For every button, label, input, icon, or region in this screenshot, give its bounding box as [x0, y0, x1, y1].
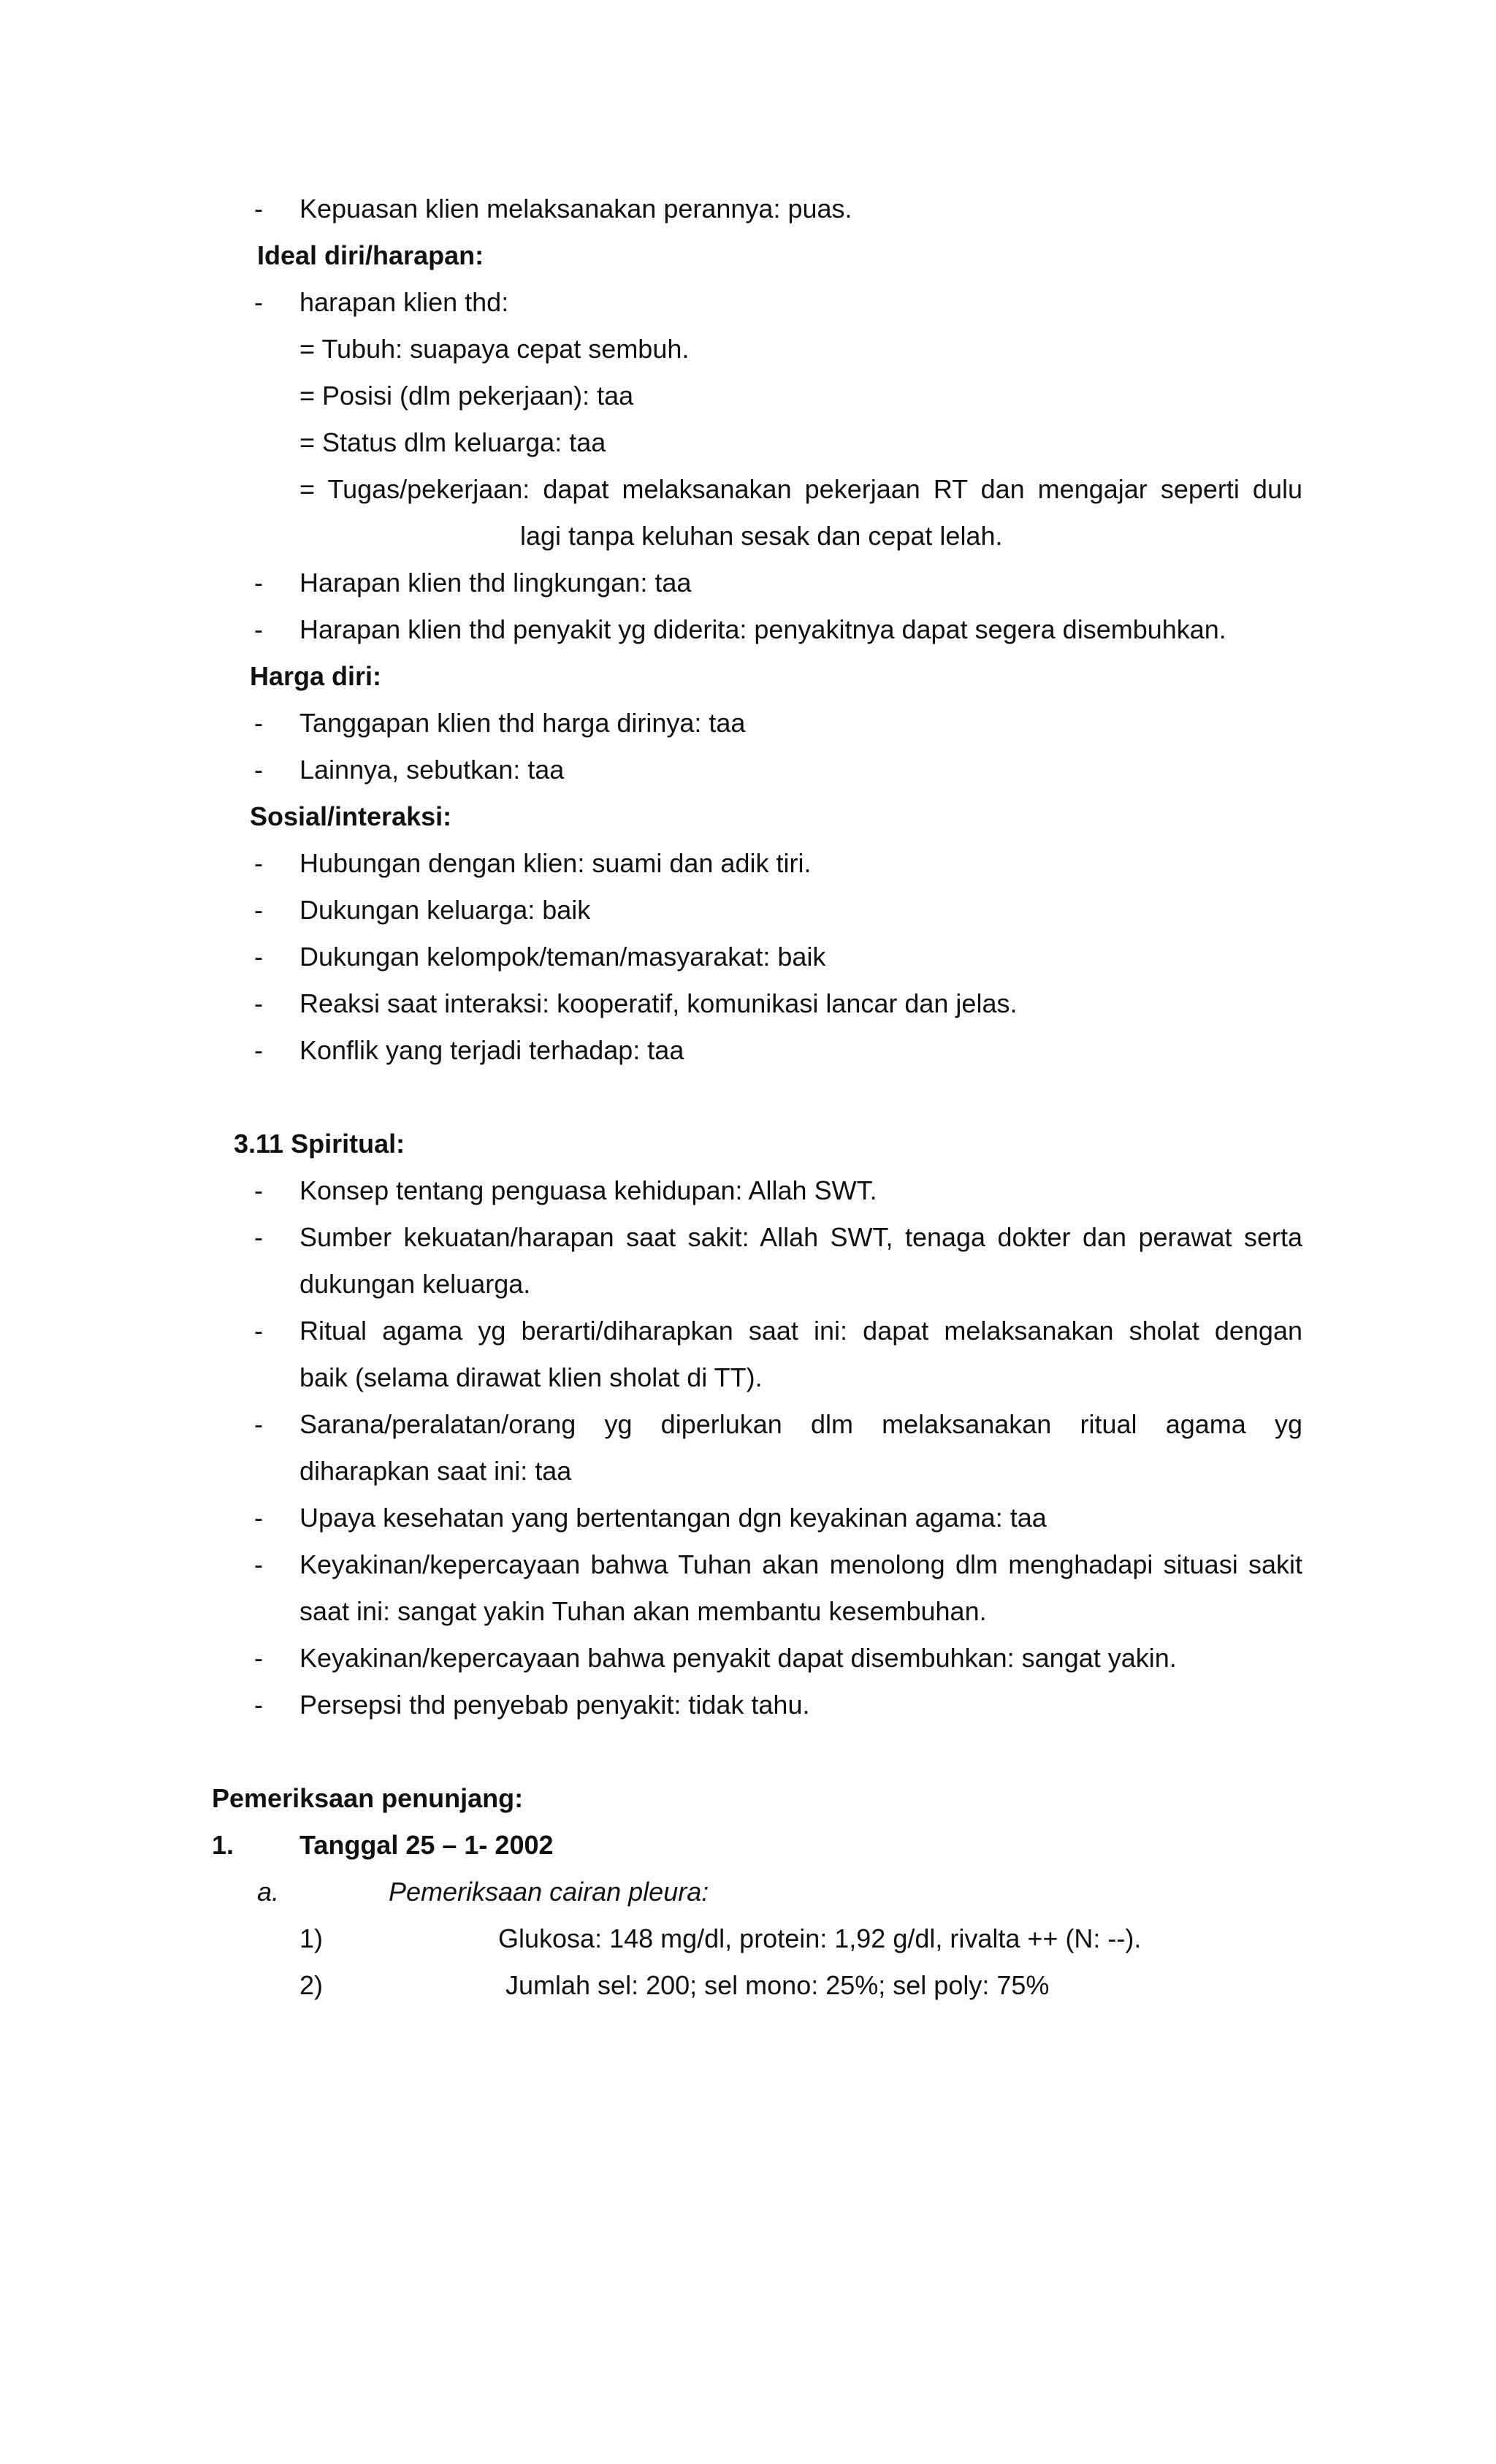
posisi-line: = Posisi (dlm pekerjaan): taa: [299, 381, 634, 411]
ritual-line-2: baik (selama dirawat klien sholat di TT).: [299, 1362, 763, 1392]
dukungan-keluarga-line: Dukungan keluarga: baik: [299, 895, 591, 925]
bullet-dash: -: [254, 1643, 263, 1673]
bullet-dash: -: [254, 755, 263, 785]
bullet-dash: -: [254, 848, 263, 878]
bullet-dash: -: [254, 942, 263, 972]
sumber-line-2: dukungan keluarga.: [299, 1269, 531, 1299]
sosial-heading: Sosial/interaksi:: [250, 801, 452, 831]
item-number: 1.: [212, 1830, 234, 1860]
bullet-dash: -: [254, 895, 263, 925]
keyakinan-tuhan-line-2: saat ini: sangat yakin Tuhan akan membantu kesembuhan.: [299, 1596, 987, 1626]
lainnya-line: Lainnya, sebutkan: taa: [299, 755, 565, 785]
bullet-dash: -: [254, 614, 263, 644]
harapan-penyakit-line: Harapan klien thd penyakit yg diderita: penyakitnya dapat segera disembuhkan.: [299, 614, 1226, 644]
persepsi-line: Persepsi thd penyebab penyakit: tidak tahu.: [299, 1690, 810, 1720]
bullet-dash: -: [254, 568, 263, 598]
ideal-diri-heading: Ideal diri/harapan:: [257, 240, 484, 270]
item-date-title: Tanggal 25 – 1- 2002: [299, 1830, 554, 1860]
bullet-dash: -: [254, 1503, 263, 1533]
upaya-line: Upaya kesehatan yang bertentangan dgn keyakinan agama: taa: [299, 1503, 1047, 1533]
result-text: Jumlah sel: 200; sel mono: 25%; sel poly: 75%: [505, 1970, 1050, 2000]
tanggapan-line: Tanggapan klien thd harga dirinya: taa: [299, 708, 746, 738]
bullet-dash: -: [254, 708, 263, 738]
sarana-line-1: Sarana/peralatan/orang yg diperlukan dlm melaksanakan ritual agama yg: [299, 1409, 1302, 1439]
subitem-title: Pemeriksaan cairan pleura:: [389, 1877, 709, 1907]
konflik-line: Konflik yang terjadi terhadap: taa: [299, 1035, 684, 1065]
sumber-line-1: Sumber kekuatan/harapan saat sakit: Allah SWT, tenaga dokter dan perawat serta: [299, 1222, 1302, 1252]
dukungan-kelompok-line: Dukungan kelompok/teman/masyarakat: baik: [299, 942, 826, 972]
bullet-dash: -: [254, 287, 263, 317]
harapan-intro-line: harapan klien thd:: [299, 287, 509, 317]
ritual-line-1: Ritual agama yg berarti/diharapkan saat ini: dapat melaksanakan sholat dengan: [299, 1316, 1302, 1346]
status-line: = Status dlm keluarga: taa: [299, 427, 606, 457]
tugas-line-1: = Tugas/pekerjaan: dapat melaksanakan pekerjaan RT dan mengajar seperti dulu: [299, 474, 1302, 504]
bullet-dash: -: [254, 194, 263, 224]
pemeriksaan-heading: Pemeriksaan penunjang:: [212, 1783, 524, 1813]
bullet-dash: -: [254, 1175, 263, 1205]
keyakinan-penyakit-line: Keyakinan/kepercayaan bahwa penyakit dapat disembuhkan: sangat yakin.: [299, 1643, 1177, 1673]
bullet-dash: -: [254, 1222, 263, 1252]
bullet-dash: -: [254, 1316, 263, 1346]
tubuh-line: = Tubuh: suapaya cepat sembuh.: [299, 334, 690, 364]
sarana-line-2: diharapkan saat ini: taa: [299, 1456, 572, 1486]
result-text: Glukosa: 148 mg/dl, protein: 1,92 g/dl, rivalta ++ (N: --).: [498, 1923, 1142, 1953]
bullet-dash: -: [254, 1690, 263, 1720]
konsep-line: Konsep tentang penguasa kehidupan: Allah SWT.: [299, 1175, 877, 1205]
hubungan-line: Hubungan dengan klien: suami dan adik tiri.: [299, 848, 812, 878]
harga-diri-heading: Harga diri:: [250, 661, 382, 691]
bullet-dash: -: [254, 1035, 263, 1065]
result-number: 2): [299, 1970, 324, 2000]
bullet-dash: -: [254, 1409, 263, 1439]
reaksi-line: Reaksi saat interaksi: kooperatif, komunikasi lancar dan jelas.: [299, 988, 1018, 1018]
harapan-lingkungan-line: Harapan klien thd lingkungan: taa: [299, 568, 692, 598]
result-number: 1): [299, 1923, 324, 1953]
keyakinan-tuhan-line-1: Keyakinan/kepercayaan bahwa Tuhan akan menolong dlm menghadapi situasi sakit: [299, 1549, 1302, 1579]
spiritual-heading: 3.11 Spiritual:: [234, 1129, 405, 1159]
bullet-dash: -: [254, 1549, 263, 1579]
tugas-line-2: lagi tanpa keluhan sesak dan cepat lelah.: [520, 521, 1003, 551]
subitem-label: a.: [257, 1877, 280, 1907]
kepuasan-line: Kepuasan klien melaksanakan perannya: puas.: [299, 194, 852, 224]
bullet-dash: -: [254, 988, 263, 1018]
